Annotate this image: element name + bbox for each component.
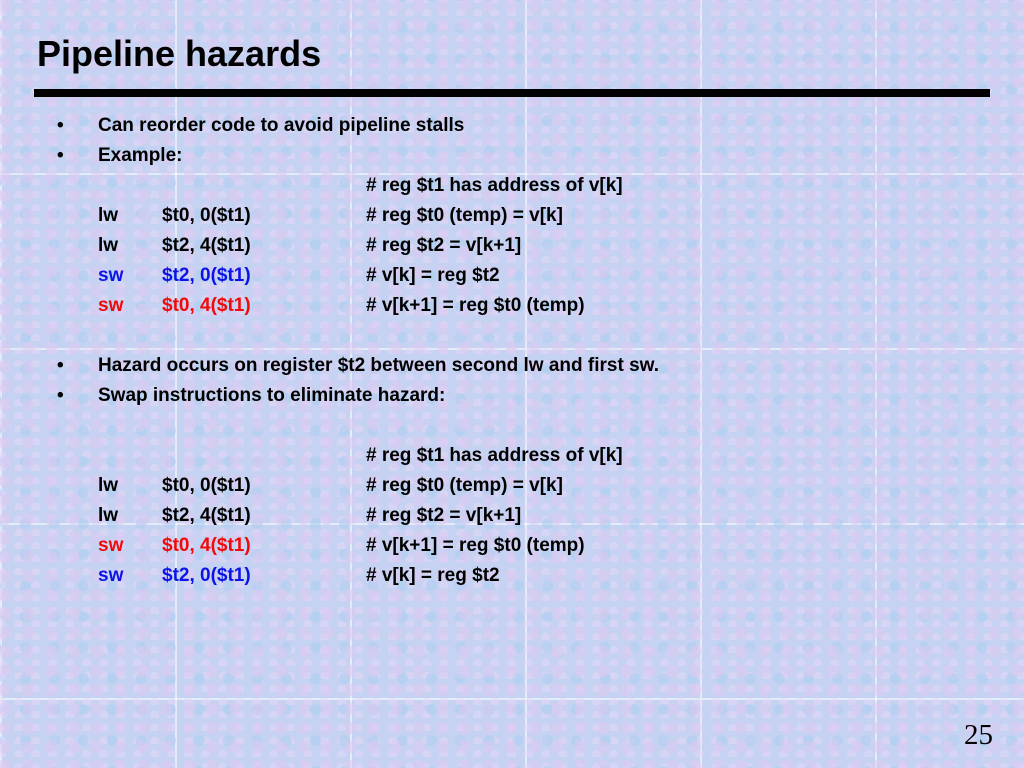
code-operands: $t2, 4($t1): [162, 235, 251, 256]
bullet-marker: •: [57, 355, 64, 376]
code-after-line: [0, 444, 1024, 468]
bullet-text: Swap instructions to eliminate hazard:: [98, 385, 446, 406]
code-operands: $t0, 0($t1): [162, 475, 251, 496]
code-operands: $t0, 4($t1): [162, 535, 251, 556]
code-comment: # v[k] = reg $t2: [366, 265, 500, 286]
code-after-line: [0, 474, 1024, 498]
code-before-line: [0, 294, 1024, 318]
bullet-marker: •: [57, 115, 64, 136]
code-after-line: [0, 534, 1024, 558]
code-opcode: sw: [98, 535, 124, 556]
code-comment: # reg $t1 has address of v[k]: [366, 175, 623, 196]
code-opcode: lw: [98, 505, 119, 526]
code-comment: # v[k] = reg $t2: [366, 565, 500, 586]
code-operands: $t2, 4($t1): [162, 505, 251, 526]
code-opcode: lw: [98, 235, 119, 256]
title-underline-rule: [34, 89, 990, 97]
code-after-line: [0, 564, 1024, 588]
bullet-marker: •: [57, 385, 64, 406]
code-comment: # v[k+1] = reg $t0 (temp): [366, 535, 585, 556]
bullet-text: Can reorder code to avoid pipeline stalls: [98, 115, 465, 136]
slide-title: Pipeline hazards: [37, 33, 322, 74]
code-operands: $t0, 4($t1): [162, 295, 251, 316]
code-comment: # v[k+1] = reg $t0 (temp): [366, 295, 585, 316]
code-opcode: lw: [98, 205, 119, 226]
code-comment: # reg $t2 = v[k+1]: [366, 235, 522, 256]
code-opcode: sw: [98, 265, 124, 286]
page-number: 25: [964, 719, 993, 751]
code-before-line: [0, 204, 1024, 228]
code-comment: # reg $t0 (temp) = v[k]: [366, 205, 563, 226]
code-opcode: sw: [98, 295, 124, 316]
code-operands: $t2, 0($t1): [162, 565, 251, 586]
code-before-line: [0, 264, 1024, 288]
code-comment: # reg $t1 has address of v[k]: [366, 445, 623, 466]
code-comment: # reg $t2 = v[k+1]: [366, 505, 522, 526]
code-opcode: sw: [98, 565, 124, 586]
code-after-line: [0, 504, 1024, 528]
code-comment: # reg $t0 (temp) = v[k]: [366, 475, 563, 496]
code-before-line: [0, 174, 1024, 198]
code-operands: $t0, 0($t1): [162, 205, 251, 226]
code-before-line: [0, 234, 1024, 258]
code-operands: $t2, 0($t1): [162, 265, 251, 286]
bullet-marker: •: [57, 145, 64, 166]
code-opcode: lw: [98, 475, 119, 496]
bullet-text: Hazard occurs on register $t2 between second lw and first sw.: [98, 355, 660, 376]
bullet-text: Example:: [98, 145, 183, 166]
